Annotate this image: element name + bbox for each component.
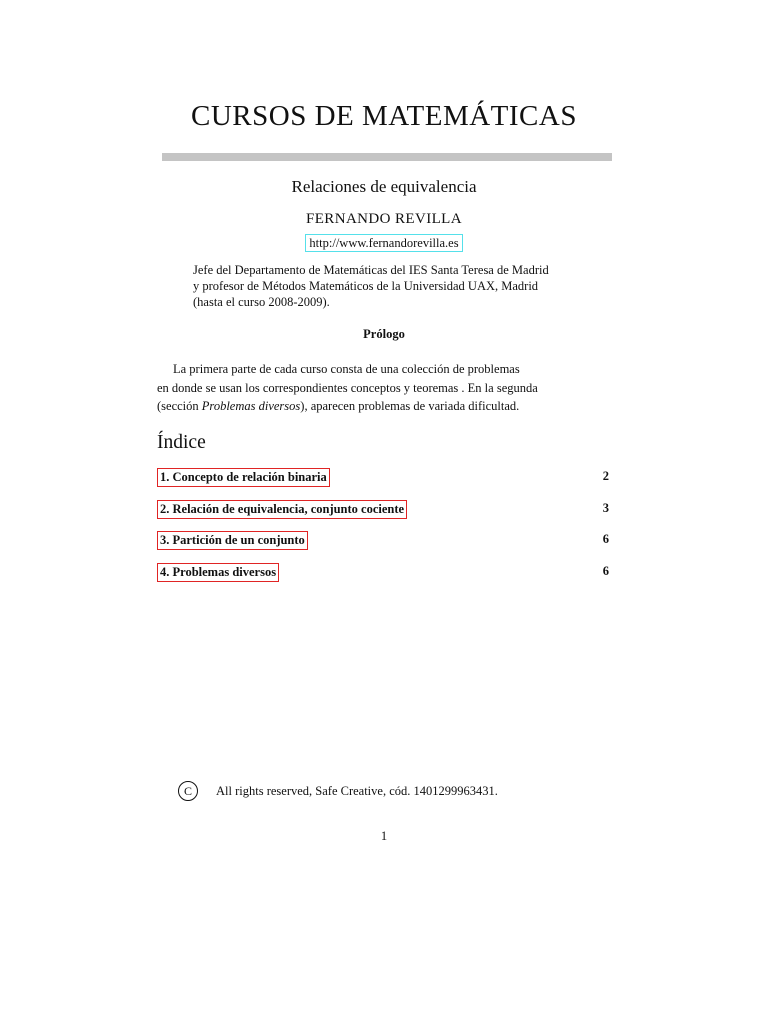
index-heading: Índice	[157, 432, 206, 453]
prologo-heading: Prólogo	[363, 327, 405, 341]
toc-link[interactable]: 4. Problemas diversos	[157, 563, 279, 582]
copyright-notice	[178, 781, 498, 801]
title-rule	[162, 153, 612, 161]
toc-link[interactable]: 1. Concepto de relación binaria	[157, 468, 330, 487]
copyright-icon: C	[178, 781, 198, 801]
author-affiliation	[193, 262, 593, 310]
toc-row	[157, 563, 609, 595]
prologo-paragraph	[157, 360, 609, 416]
toc-page-number: 3	[602, 500, 609, 515]
prologo-emphasis: Problemas diversos	[201, 399, 301, 413]
toc-row	[157, 531, 609, 563]
author-url-link[interactable]: http://www.fernandorevilla.es	[305, 234, 462, 252]
copyright-text: All rights reserved, Safe Creative, cód. 1401299963431.	[216, 783, 498, 798]
toc-page-number: 6	[602, 532, 609, 546]
toc-page-number: 6	[602, 563, 609, 578]
toc-row	[157, 500, 609, 532]
affiliation-line: y profesor de Métodos Matemáticos de la Universidad UAX, Madrid	[193, 279, 539, 293]
affiliation-line: (hasta el curso 2008-2009).	[193, 295, 330, 309]
affiliation-line: Jefe del Departamento de Matemáticas del IES Santa Teresa de Madrid	[193, 263, 549, 277]
prologo-line: La primera parte de cada curso consta de una colección de problemas	[173, 362, 520, 376]
main-title: CURSOS DE MATEMÁTICAS	[191, 100, 577, 132]
prologo-line: en donde se usan los correspondientes conceptos y teoremas . En la segunda	[157, 380, 538, 395]
prologo-line	[157, 397, 609, 416]
author-name: FERNANDO REVILLA	[306, 211, 462, 227]
toc-link[interactable]: 3. Partición de un conjunto	[157, 531, 308, 550]
table-of-contents	[157, 468, 609, 594]
prologo-text: (sección	[157, 399, 202, 413]
prologo-text: ), aparecen problemas de variada dificultad.	[300, 399, 520, 413]
page-number: 1	[380, 829, 388, 843]
toc-row	[157, 468, 609, 500]
url-container	[0, 232, 768, 252]
toc-link[interactable]: 2. Relación de equivalencia, conjunto cociente	[157, 500, 407, 519]
document-subtitle: Relaciones de equivalencia	[291, 177, 477, 196]
toc-page-number: 2	[602, 469, 609, 483]
